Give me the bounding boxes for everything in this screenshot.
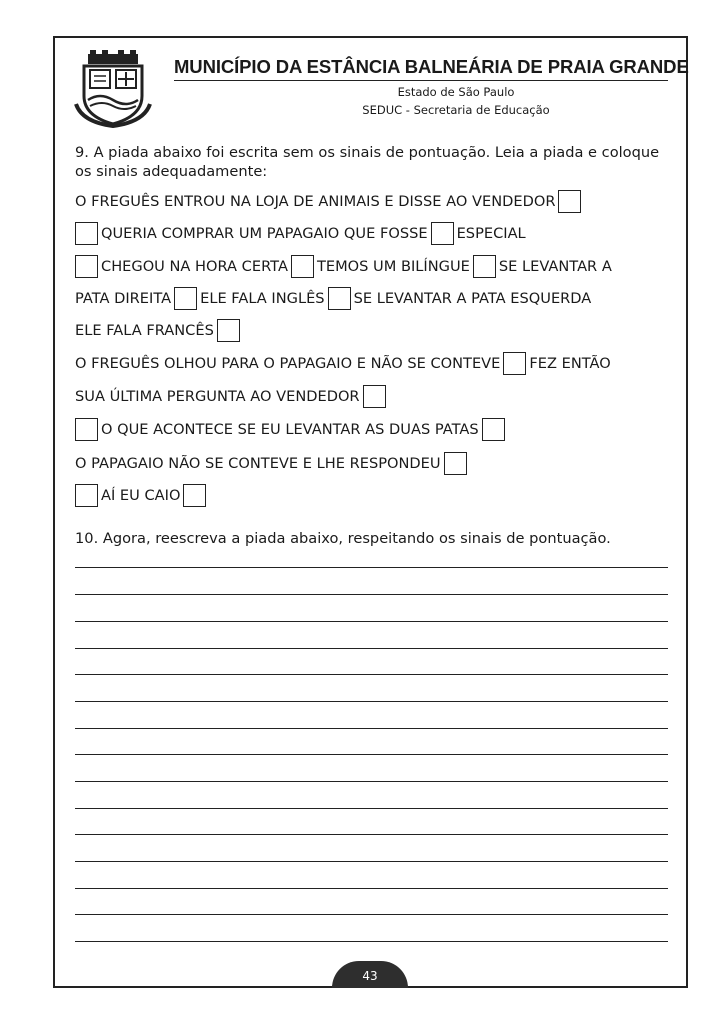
joke-text: ELE FALA FRANCÊS bbox=[75, 321, 214, 339]
joke-line-6 bbox=[75, 350, 611, 376]
writing-line[interactable] bbox=[75, 888, 668, 889]
writing-line[interactable] bbox=[75, 914, 668, 915]
punctuation-box[interactable] bbox=[75, 222, 98, 245]
writing-line[interactable] bbox=[75, 754, 668, 755]
state-subtitle: Estado de São Paulo bbox=[397, 85, 515, 99]
punctuation-box[interactable] bbox=[183, 484, 206, 507]
punctuation-box[interactable] bbox=[217, 319, 240, 342]
joke-line-2 bbox=[75, 220, 526, 246]
writing-line[interactable] bbox=[75, 701, 668, 702]
municipality-title: MUNICÍPIO DA ESTÂNCIA BALNEÁRIA DE PRAIA GRANDE bbox=[174, 56, 668, 81]
joke-text: O PAPAGAIO NÃO SE CONTEVE E LHE RESPONDEU bbox=[75, 454, 441, 472]
joke-text: ELE FALA INGLÊS bbox=[200, 289, 325, 307]
writing-line[interactable] bbox=[75, 834, 668, 835]
joke-line-10 bbox=[75, 482, 209, 508]
punctuation-box[interactable] bbox=[558, 190, 581, 213]
writing-line[interactable] bbox=[75, 674, 668, 675]
question-9-prompt: 9. A piada abaixo foi escrita sem os sinais de pontuação. Leia a piada e coloque os sinais adequadamente: bbox=[75, 144, 660, 180]
punctuation-box[interactable] bbox=[75, 484, 98, 507]
joke-text: QUERIA COMPRAR UM PAPAGAIO QUE FOSSE bbox=[101, 224, 428, 242]
punctuation-box[interactable] bbox=[174, 287, 197, 310]
joke-text: PATA DIREITA bbox=[75, 289, 172, 307]
writing-line[interactable] bbox=[75, 861, 668, 862]
joke-text: O FREGUÊS ENTROU NA LOJA DE ANIMAIS E DISSE AO VENDEDOR bbox=[75, 192, 556, 210]
writing-line[interactable] bbox=[75, 728, 668, 729]
writing-line[interactable] bbox=[75, 567, 668, 568]
joke-text: ESPECIAL bbox=[456, 224, 526, 242]
writing-line[interactable] bbox=[75, 781, 668, 782]
joke-text: TEMOS UM BILÍNGUE bbox=[316, 257, 470, 275]
department-subtitle: SEDUC - Secretaria de Educação bbox=[362, 103, 550, 117]
joke-text: CHEGOU NA HORA CERTA bbox=[101, 257, 288, 275]
writing-line[interactable] bbox=[75, 941, 668, 942]
writing-line[interactable] bbox=[75, 621, 668, 622]
municipal-crest-icon bbox=[74, 50, 152, 128]
joke-line-4 bbox=[75, 285, 591, 311]
punctuation-box[interactable] bbox=[363, 385, 386, 408]
punctuation-box[interactable] bbox=[473, 255, 496, 278]
joke-line-5 bbox=[75, 317, 243, 343]
joke-text: FEZ ENTÃO bbox=[529, 354, 611, 372]
punctuation-box[interactable] bbox=[75, 418, 98, 441]
joke-text: O FREGUÊS OLHOU PARA O PAPAGAIO E NÃO SE CONTEVE bbox=[75, 354, 501, 372]
joke-line-1 bbox=[75, 188, 584, 214]
writing-line[interactable] bbox=[75, 648, 668, 649]
joke-text: SUA ÚLTIMA PERGUNTA AO VENDEDOR bbox=[75, 387, 360, 405]
joke-line-9 bbox=[75, 450, 470, 476]
punctuation-box[interactable] bbox=[75, 255, 98, 278]
punctuation-box[interactable] bbox=[291, 255, 314, 278]
joke-text: O QUE ACONTECE SE EU LEVANTAR AS DUAS PATAS bbox=[101, 420, 479, 438]
joke-line-3 bbox=[75, 253, 612, 279]
joke-line-8 bbox=[75, 416, 508, 442]
question-10-prompt: 10. Agora, reescreva a piada abaixo, respeitando os sinais de pontuação. bbox=[75, 530, 611, 547]
page-number: 43 bbox=[332, 961, 408, 988]
joke-text: SE LEVANTAR A PATA ESQUERDA bbox=[353, 289, 592, 307]
joke-text: AÍ EU CAIO bbox=[101, 486, 181, 504]
writing-line[interactable] bbox=[75, 594, 668, 595]
punctuation-box[interactable] bbox=[444, 452, 467, 475]
writing-line[interactable] bbox=[75, 808, 668, 809]
joke-text: SE LEVANTAR A bbox=[498, 257, 612, 275]
punctuation-box[interactable] bbox=[482, 418, 505, 441]
punctuation-box[interactable] bbox=[503, 352, 526, 375]
punctuation-box[interactable] bbox=[328, 287, 351, 310]
joke-line-7 bbox=[75, 383, 389, 409]
punctuation-box[interactable] bbox=[431, 222, 454, 245]
